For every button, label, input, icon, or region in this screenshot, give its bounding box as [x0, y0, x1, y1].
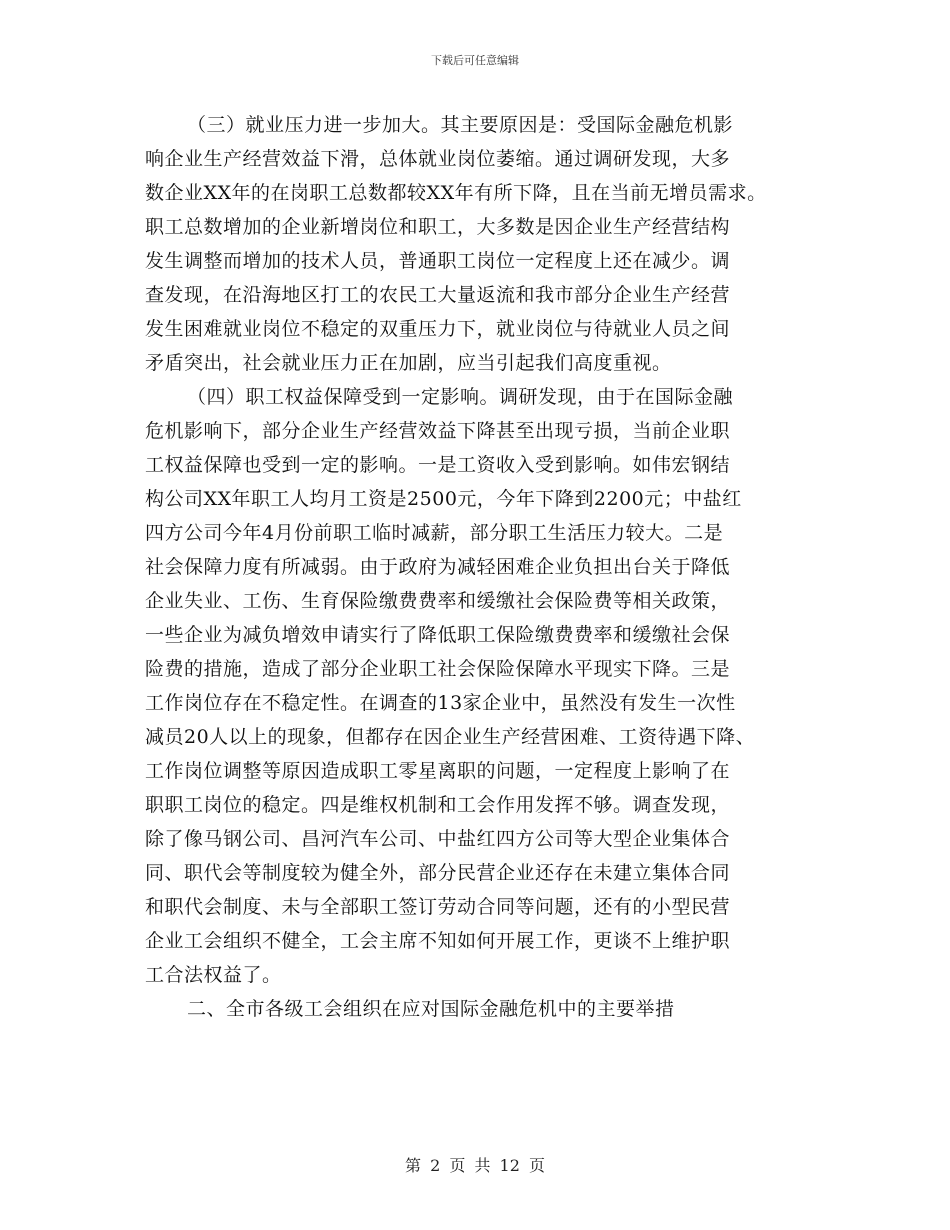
text-line: 险费的措施，造成了部分企业职工社会保险保障水平现实下降。三是: [145, 658, 731, 680]
text-line: 和职代会制度、未与全部职工签订劳动合同等问题，还有的小型民营: [145, 896, 731, 918]
page-footer: 第 2 页 共 12 页: [405, 1156, 545, 1175]
text-line: 社会保障力度有所减弱。由于政府为减轻困难企业负担出台关于降低: [145, 556, 731, 578]
text-line: 减员20人以上的现象，但都存在因企业生产经营困难、工资待遇下降、: [145, 726, 756, 748]
page-header: 下载后可任意编辑: [431, 54, 519, 67]
text-line: 矛盾突出，社会就业压力正在加剧，应当引起我们高度重视。: [145, 352, 672, 374]
text-line: 构公司XX年职工人均月工资是2500元，今年下降到2200元；中盐红: [145, 488, 742, 510]
text-line: 二、全市各级工会组织在应对国际金融危机中的主要举措: [187, 998, 675, 1020]
text-line: 职职工岗位的稳定。四是维权机制和工会作用发挥不够。调查发现，: [145, 794, 731, 816]
text-line: 工作岗位调整等原因造成职工零星离职的问题，一定程度上影响了在: [145, 760, 731, 782]
text-line: 危机影响下，部分企业生产经营效益下降甚至出现亏损，当前企业职: [145, 420, 731, 442]
text-line: 除了像马钢公司、昌河汽车公司、中盐红四方公司等大型企业集体合: [145, 828, 731, 850]
text-line: 发生调整而增加的技术人员，普通职工岗位一定程度上还在减少。调: [145, 250, 731, 272]
text-line: 发生困难就业岗位不稳定的双重压力下，就业岗位与待就业人员之间: [145, 318, 731, 340]
text-line: （四）职工权益保障受到一定影响。调研发现，由于在国际金融: [187, 386, 734, 408]
text-line: 职工总数增加的企业新增岗位和职工，大多数是因企业生产经营结构: [145, 216, 731, 238]
text-line: 查发现，在沿海地区打工的农民工大量返流和我市部分企业生产经营: [145, 284, 731, 306]
document-body: [145, 108, 835, 1026]
text-line: 工合法权益了。: [145, 964, 282, 986]
text-line: 工作岗位存在不稳定性。在调查的13家企业中，虽然没有发生一次性: [145, 692, 736, 714]
text-line: 企业工会组织不健全，工会主席不知如何开展工作，更谈不上维护职: [145, 930, 731, 952]
text-line: 响企业生产经营效益下滑，总体就业岗位萎缩。通过调研发现，大多: [145, 148, 731, 170]
text-line: （三）就业压力进一步加大。其主要原因是：受国际金融危机影: [187, 114, 734, 136]
text-line: 一些企业为减负增效申请实行了降低职工保险缴费费率和缓缴社会保: [145, 624, 731, 646]
text-line: 同、职代会等制度较为健全外，部分民营企业还存在未建立集体合同: [145, 862, 731, 884]
text-line: 工权益保障也受到一定的影响。一是工资收入受到影响。如伟宏钢结: [145, 454, 731, 476]
text-line: 数企业XX年的在岗职工总数都较XX年有所下降，且在当前无增员需求。: [145, 182, 767, 204]
text-line: 企业失业、工伤、生育保险缴费费率和缓缴社会保险费等相关政策，: [145, 590, 731, 612]
text-line: 四方公司今年4月份前职工临时减薪，部分职工生活压力较大。二是: [145, 522, 724, 544]
